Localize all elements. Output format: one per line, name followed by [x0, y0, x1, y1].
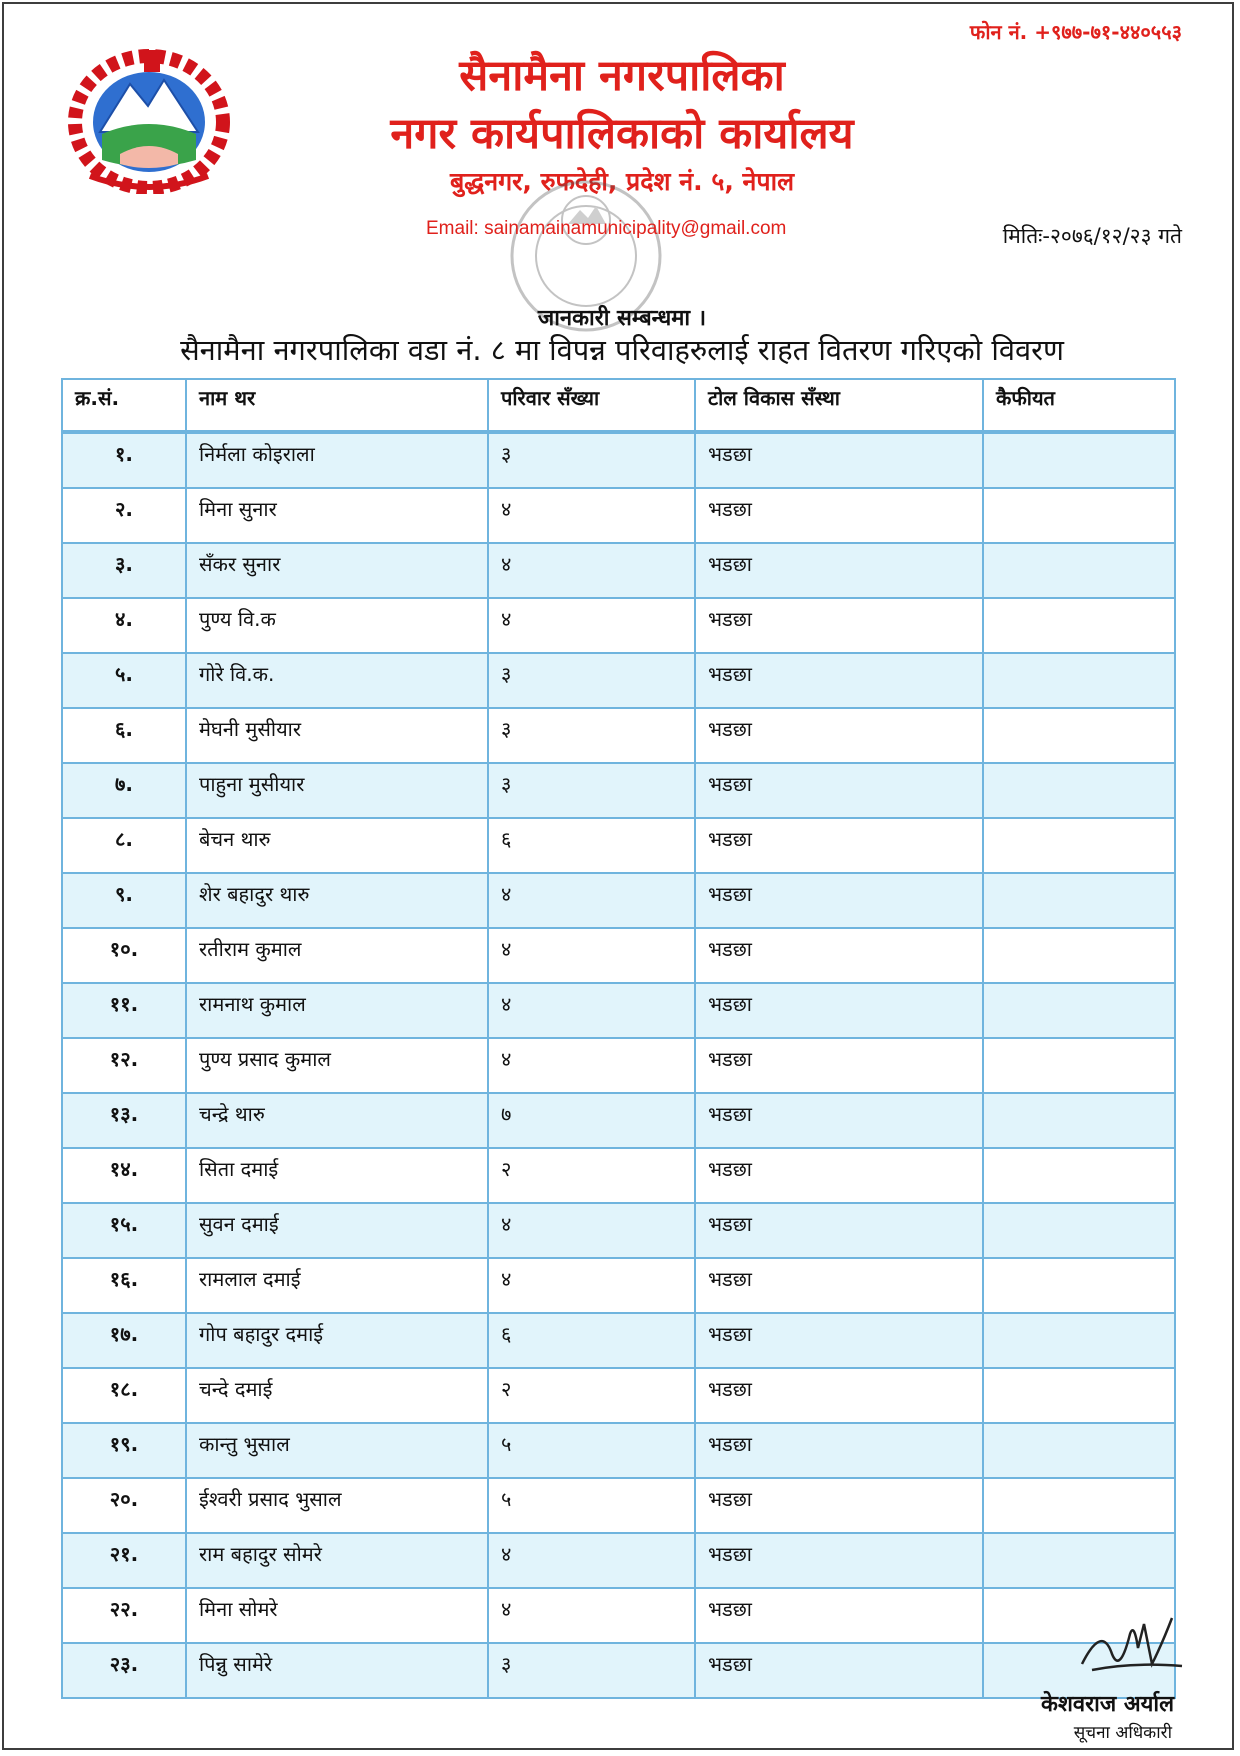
cell-remarks: [983, 708, 1175, 763]
table-row: [62, 1588, 1175, 1643]
office-name: सैनामैना नगरपालिका: [459, 51, 785, 101]
column-header-family-count: परिवार सँख्या: [488, 379, 695, 432]
table-row: [62, 1478, 1175, 1533]
cell-name: शेर बहादुर थारु: [186, 873, 488, 928]
cell-family-count: ४: [488, 1203, 695, 1258]
table-row: [62, 818, 1175, 873]
cell-serial-number: १६.: [62, 1258, 186, 1313]
cell-serial-number: ११.: [62, 983, 186, 1038]
cell-serial-number: १५.: [62, 1203, 186, 1258]
cell-name: रामलाल दमाई: [186, 1258, 488, 1313]
cell-remarks: [983, 1533, 1175, 1588]
cell-family-count: ६: [488, 1313, 695, 1368]
cell-name: सिता दमाई: [186, 1148, 488, 1203]
cell-serial-number: १४.: [62, 1148, 186, 1203]
cell-name: सुवन दमाई: [186, 1203, 488, 1258]
cell-tole-organization: भडछा: [695, 983, 983, 1038]
cell-serial-number: १८.: [62, 1368, 186, 1423]
column-header-serial: क्र.सं.: [62, 379, 186, 432]
table-row: [62, 1038, 1175, 1093]
cell-family-count: २: [488, 1368, 695, 1423]
cell-name: गोरे वि.क.: [186, 653, 488, 708]
table-row: [62, 1203, 1175, 1258]
cell-family-count: ४: [488, 1533, 695, 1588]
column-header-tole-organization: टोल विकास सँस्था: [695, 379, 983, 432]
cell-name: मिना सोमरे: [186, 1588, 488, 1643]
cell-remarks: [983, 873, 1175, 928]
table-header-row: [62, 379, 1175, 432]
cell-remarks: [983, 1148, 1175, 1203]
cell-name: कान्तु भुसाल: [186, 1423, 488, 1478]
table-row: [62, 1368, 1175, 1423]
cell-remarks: [983, 928, 1175, 983]
cell-tole-organization: भडछा: [695, 1368, 983, 1423]
cell-tole-organization: भडछा: [695, 1148, 983, 1203]
table-row: [62, 1148, 1175, 1203]
cell-tole-organization: भडछा: [695, 653, 983, 708]
cell-tole-organization: भडछा: [695, 1423, 983, 1478]
cell-serial-number: १७.: [62, 1313, 186, 1368]
cell-name: पाहुना मुसीयार: [186, 763, 488, 818]
cell-name: राम बहादुर सोमरे: [186, 1533, 488, 1588]
office-subtitle: नगर कार्यपालिकाको कार्यालय: [390, 109, 854, 159]
cell-tole-organization: भडछा: [695, 1038, 983, 1093]
cell-family-count: ५: [488, 1423, 695, 1478]
cell-tole-organization: भडछा: [695, 1643, 983, 1698]
cell-tole-organization: भडछा: [695, 432, 983, 488]
cell-remarks: [983, 983, 1175, 1038]
subject-line: जानकारी सम्बन्धमा ।: [537, 306, 707, 331]
cell-family-count: ४: [488, 598, 695, 653]
table-row: [62, 432, 1175, 488]
table-row: [62, 543, 1175, 598]
cell-name: ईश्वरी प्रसाद भुसाल: [186, 1478, 488, 1533]
cell-remarks: [983, 1093, 1175, 1148]
document-page: [2, 2, 1234, 1750]
cell-remarks: [983, 1038, 1175, 1093]
cell-tole-organization: भडछा: [695, 763, 983, 818]
table-row: [62, 763, 1175, 818]
cell-serial-number: १०.: [62, 928, 186, 983]
cell-tole-organization: भडछा: [695, 1258, 983, 1313]
column-header-remarks: कैफीयत: [983, 379, 1175, 432]
cell-tole-organization: भडछा: [695, 708, 983, 763]
signatory-name: केशवराज अर्याल: [1041, 1692, 1174, 1717]
cell-serial-number: २.: [62, 488, 186, 543]
column-header-name: नाम थर: [186, 379, 488, 432]
table-row: [62, 1643, 1175, 1698]
cell-serial-number: ३.: [62, 543, 186, 598]
cell-name: चन्दे दमाई: [186, 1368, 488, 1423]
office-email: Email: sainamainamunicipality@gmail.com: [426, 218, 787, 239]
cell-serial-number: २२.: [62, 1588, 186, 1643]
cell-tole-organization: भडछा: [695, 818, 983, 873]
cell-family-count: ३: [488, 432, 695, 488]
cell-family-count: ४: [488, 488, 695, 543]
cell-remarks: [983, 598, 1175, 653]
cell-remarks: [983, 763, 1175, 818]
cell-remarks: [983, 488, 1175, 543]
cell-tole-organization: भडछा: [695, 543, 983, 598]
cell-family-count: ४: [488, 1258, 695, 1313]
cell-name: मेघनी मुसीयार: [186, 708, 488, 763]
cell-remarks: [983, 1258, 1175, 1313]
cell-name: पुण्य वि.क: [186, 598, 488, 653]
signatory-title: सूचना अधिकारी: [1073, 1723, 1172, 1743]
table-row: [62, 1533, 1175, 1588]
cell-tole-organization: भडछा: [695, 488, 983, 543]
table-row: [62, 1423, 1175, 1478]
cell-remarks: [983, 1478, 1175, 1533]
cell-tole-organization: भडछा: [695, 928, 983, 983]
cell-family-count: ४: [488, 873, 695, 928]
cell-tole-organization: भडछा: [695, 1313, 983, 1368]
cell-serial-number: १२.: [62, 1038, 186, 1093]
cell-name: निर्मला कोइराला: [186, 432, 488, 488]
relief-distribution-table: [61, 378, 1176, 1699]
cell-serial-number: २३.: [62, 1643, 186, 1698]
table-row: [62, 653, 1175, 708]
cell-family-count: ३: [488, 708, 695, 763]
table-row: [62, 708, 1175, 763]
cell-remarks: [983, 818, 1175, 873]
cell-family-count: ३: [488, 763, 695, 818]
cell-family-count: ७: [488, 1093, 695, 1148]
cell-family-count: ४: [488, 543, 695, 598]
table-row: [62, 873, 1175, 928]
cell-family-count: ४: [488, 983, 695, 1038]
office-address: बुद्धनगर, रुफदेही, प्रदेश नं. ५, नेपाल: [449, 167, 795, 196]
table-row: [62, 488, 1175, 543]
table-row: [62, 983, 1175, 1038]
cell-remarks: [983, 543, 1175, 598]
cell-name: चन्द्रे थारु: [186, 1093, 488, 1148]
cell-serial-number: २०.: [62, 1478, 186, 1533]
cell-tole-organization: भडछा: [695, 598, 983, 653]
cell-serial-number: १९.: [62, 1423, 186, 1478]
cell-tole-organization: भडछा: [695, 1478, 983, 1533]
cell-serial-number: ७.: [62, 763, 186, 818]
cell-serial-number: ९.: [62, 873, 186, 928]
table-row: [62, 598, 1175, 653]
cell-family-count: ६: [488, 818, 695, 873]
cell-remarks: [983, 653, 1175, 708]
cell-serial-number: ८.: [62, 818, 186, 873]
table-row: [62, 1258, 1175, 1313]
cell-serial-number: २१.: [62, 1533, 186, 1588]
cell-tole-organization: भडछा: [695, 1588, 983, 1643]
cell-name: पिन्नु सामेरे: [186, 1643, 488, 1698]
cell-name: रतीराम कुमाल: [186, 928, 488, 983]
cell-family-count: ४: [488, 1038, 695, 1093]
cell-name: गोप बहादुर दमाई: [186, 1313, 488, 1368]
cell-family-count: ४: [488, 928, 695, 983]
cell-remarks: [983, 1368, 1175, 1423]
cell-name: बेचन थारु: [186, 818, 488, 873]
document-date: मितिः-२०७६/१२/२३ गते: [1002, 224, 1182, 248]
cell-name: सँकर सुनार: [186, 543, 488, 598]
cell-tole-organization: भडछा: [695, 1093, 983, 1148]
cell-remarks: [983, 1313, 1175, 1368]
cell-serial-number: १३.: [62, 1093, 186, 1148]
cell-remarks: [983, 432, 1175, 488]
table-row: [62, 1093, 1175, 1148]
cell-remarks: [983, 1203, 1175, 1258]
signature-icon: [1072, 1604, 1202, 1684]
cell-serial-number: ६.: [62, 708, 186, 763]
cell-family-count: ३: [488, 653, 695, 708]
cell-tole-organization: भडछा: [695, 1533, 983, 1588]
cell-name: पुण्य प्रसाद कुमाल: [186, 1038, 488, 1093]
cell-name: मिना सुनार: [186, 488, 488, 543]
document-heading: सैनामैना नगरपालिका वडा नं. ८ मा विपन्न परिवाहरुलाई राहत वितरण गरिएको विवरण: [180, 333, 1064, 367]
cell-serial-number: ४.: [62, 598, 186, 653]
cell-tole-organization: भडछा: [695, 1203, 983, 1258]
cell-serial-number: ५.: [62, 653, 186, 708]
table-row: [62, 928, 1175, 983]
cell-family-count: २: [488, 1148, 695, 1203]
cell-name: रामनाथ कुमाल: [186, 983, 488, 1038]
cell-family-count: ३: [488, 1643, 695, 1698]
cell-serial-number: १.: [62, 432, 186, 488]
office-phone: फोन नं. +९७७-७१-४४०५५३: [969, 20, 1182, 44]
cell-remarks: [983, 1423, 1175, 1478]
cell-family-count: ४: [488, 1588, 695, 1643]
table-row: [62, 1313, 1175, 1368]
cell-family-count: ५: [488, 1478, 695, 1533]
cell-tole-organization: भडछा: [695, 873, 983, 928]
